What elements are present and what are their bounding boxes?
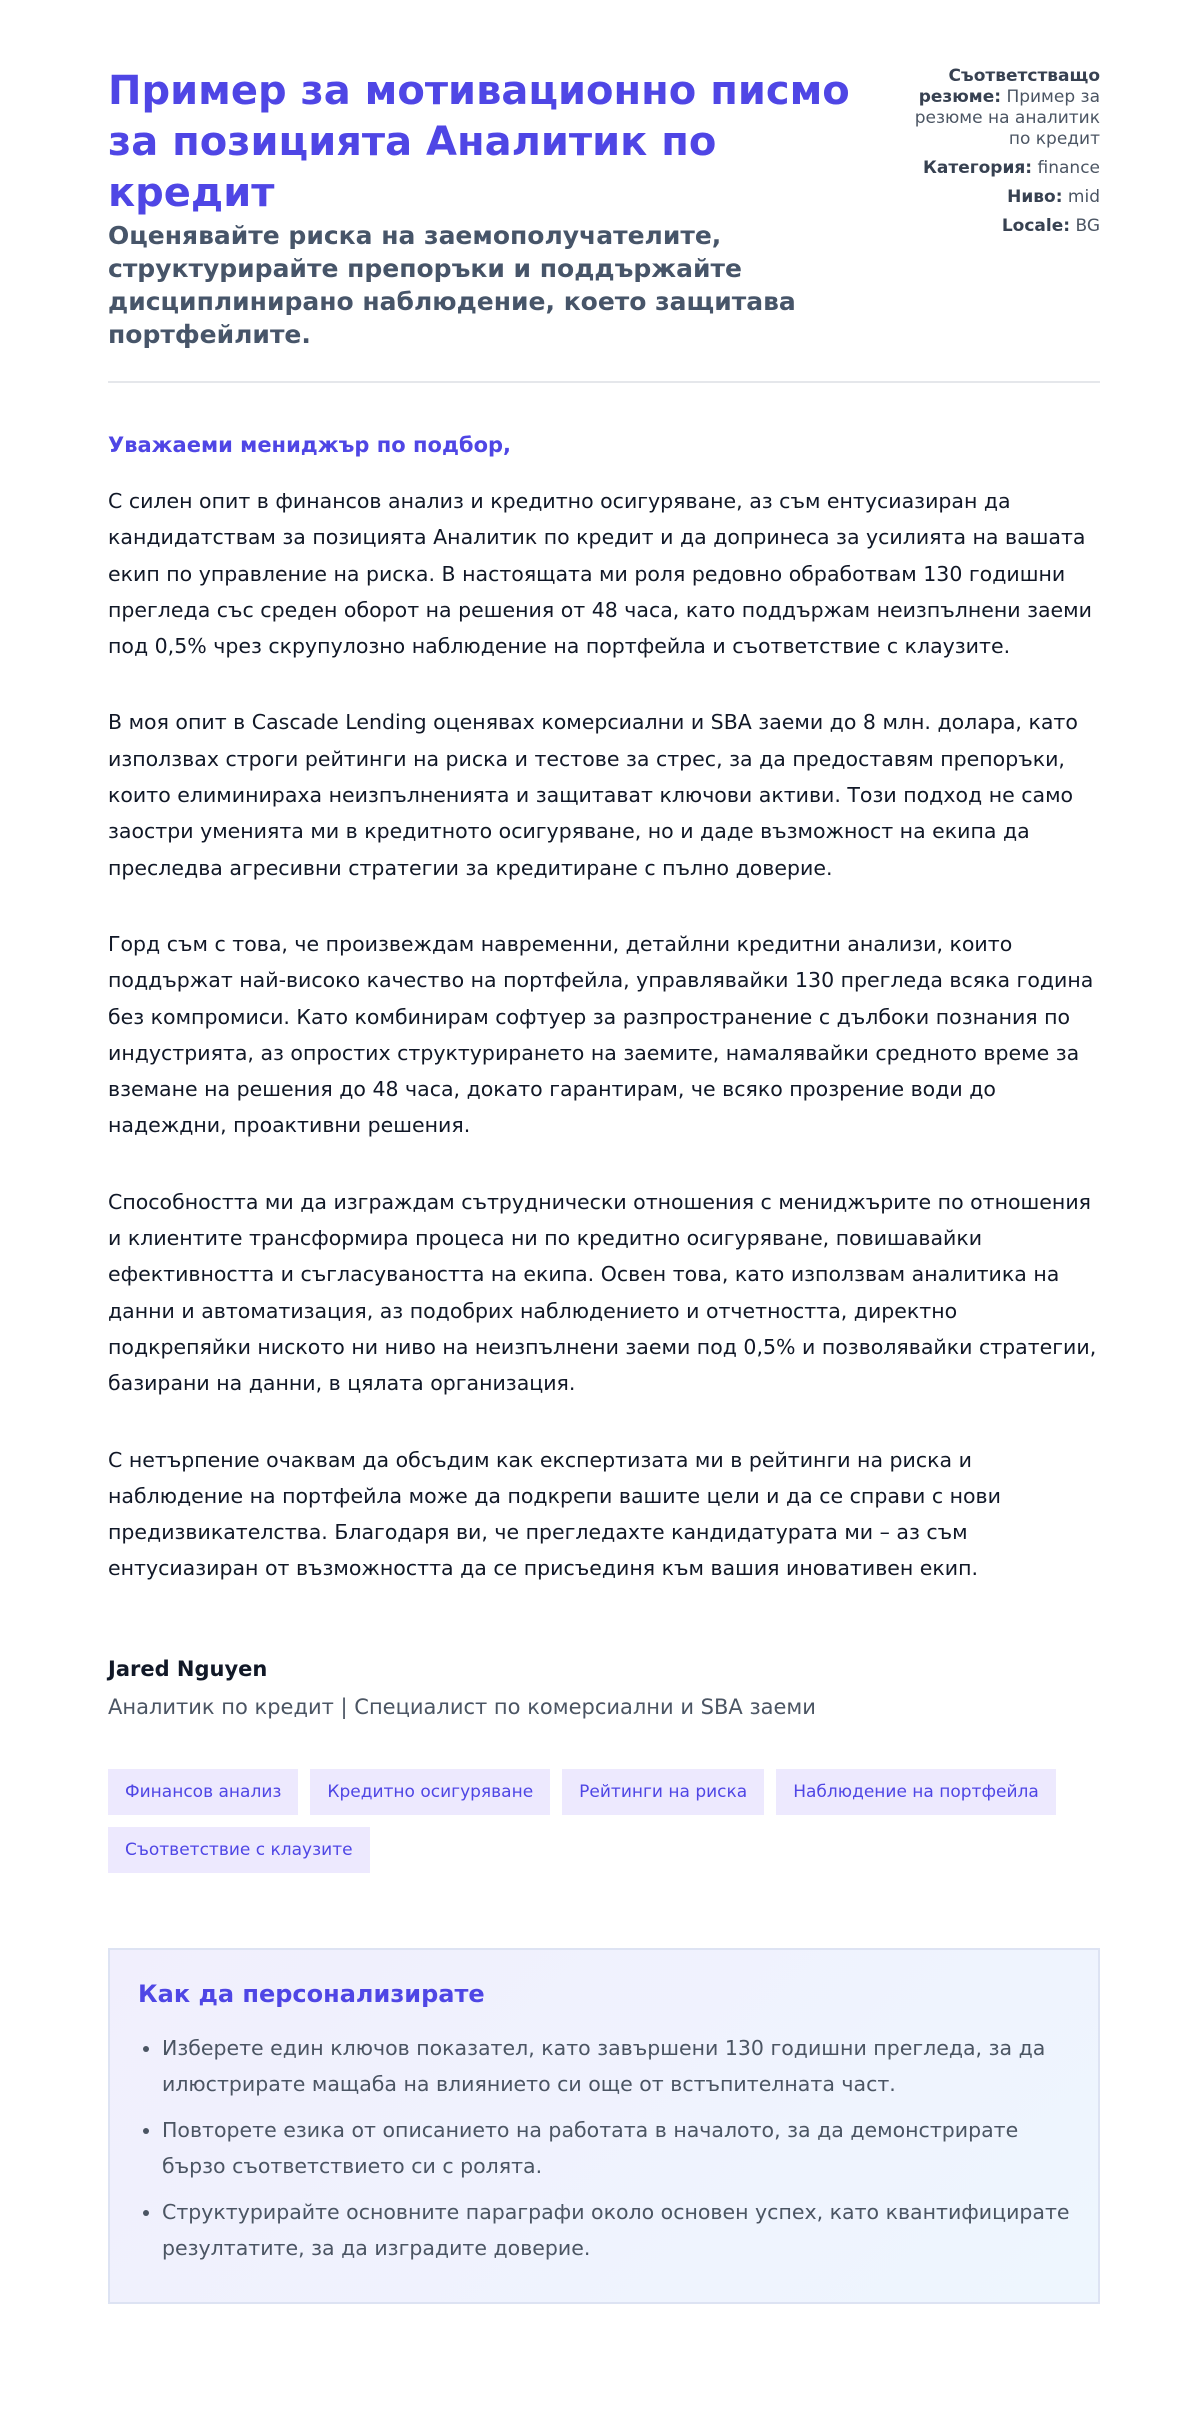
- tips-list: [138, 2030, 1070, 2266]
- meta-category: Категория: finance: [923, 158, 1100, 178]
- skill-tag: Съответствие с клаузите: [108, 1827, 370, 1873]
- signature-name: Jared Nguyen: [108, 1656, 268, 1681]
- signature-title: Аналитик по кредит | Специалист по комерсиални и SBA заеми: [108, 1694, 816, 1719]
- customization-tips: [108, 1948, 1100, 2304]
- tip-item: • Повторете езика от описанието на работата в началото, за да демонстрирате бързо съответствието си с ролята.: [162, 2112, 1070, 2184]
- tip-item: • Изберете един ключов показател, като завършени 130 годишни прегледа, за да илюстрирате мащаба на влиянието си още от встъпителната част.: [162, 2030, 1070, 2102]
- letter-paragraph: В моя опит в Cascade Lending оценявах комерсиални и SBA заеми до 8 млн. долара, като използвах строги рейтинги на риска и тестове за стрес, за да предоставям препоръки, които елиминираха неизпълненията и защитават ключови активи. Този подход не само заостри уменията ми в кредитното осигуряване, но и даде възможност на екипа да преследва агресивни стратегии за кредитиране с пълно доверие.: [108, 710, 1078, 880]
- tips-title: Как да персонализирате: [138, 1979, 485, 2008]
- skill-tag: Наблюдение на портфейла: [776, 1769, 1056, 1815]
- cover-letter-page: [108, 66, 1100, 2304]
- resume-link[interactable]: Пример за резюме на аналитик по кредит: [914, 87, 1100, 149]
- page-title: Пример за мотивационно писмо за позицията Аналитик по кредит: [108, 68, 850, 216]
- letter-paragraph: С силен опит в финансов анализ и кредитно осигуряване, аз съм ентусиазиран да кандидатствам за позицията Аналитик по кредит и да допринеса за усилията на вашата екип по управление на риска. В настоящата ми роля редовно обработвам 130 годишни прегледа със среден оборот на решения от 48 часа, като поддържам неизпълнени заеми под 0,5% чрез скрупулозно наблюдение на портфейла и съответствие с клаузите.: [108, 489, 1092, 659]
- meta-level: Ниво: mid: [1007, 187, 1100, 207]
- skill-tag: Рейтинги на риска: [562, 1769, 764, 1815]
- meta-panel: [900, 66, 1100, 351]
- skill-tag: Кредитно осигуряване: [310, 1769, 550, 1815]
- meta-locale: Locale: BG: [1001, 216, 1100, 236]
- tip-item: • Структурирайте основните параграфи около основен успех, като квантифицирате резултатите, за да изградите доверие.: [162, 2194, 1070, 2266]
- title-block: [108, 66, 868, 351]
- meta-resume: Съответстващо резюме: Пример за резюме на аналитик по кредит: [914, 66, 1100, 149]
- skill-tags: [108, 1769, 1100, 1873]
- letter-paragraph: С нетърпение очаквам да обсъдим как експертизата ми в рейтинги на риска и наблюдение на портфейла може да подкрепи вашите цели и да се справи с нови предизвикателства. Благодаря ви, че прегледахте кандидатурата ми – аз съм ентусиазиран от възможността да се присъединя към вашия иновативен екип.: [108, 1447, 1001, 1581]
- skill-tag: Финансов анализ: [108, 1769, 298, 1815]
- page-subtitle: Оценявайте риска на заемополучателите, структурирайте препоръки и поддържайте дисциплинирано наблюдение, което защитава портфейлите.: [108, 221, 796, 349]
- letter-paragraph: Способността ми да изграждам сътруднически отношения с мениджърите по отношения и клиентите трансформира процеса ни по кредитно осигуряване, повишавайки ефективността и съгласуваността на екипа. Освен това, като използвам аналитика на данни и автоматизация, аз подобрих наблюдението и отчетността, директно подкрепяйки ниското ни ниво на неизпълнени заеми под 0,5% и позволявайки стратегии, базирани на данни, в цялата организация.: [108, 1189, 1097, 1396]
- page-header: [108, 66, 1100, 351]
- greeting: Уважаеми мениджър по подбор,: [108, 433, 512, 457]
- divider: [108, 381, 1100, 383]
- letter-paragraph: Горд съм с това, че произвеждам навременни, детайлни кредитни анализи, които поддържат най-високо качество на портфейла, управлявайки 130 прегледа всяка година без компромиси. Като комбинирам софтуер за разпространение с дълбоки познания по индустрията, аз опростих структурирането на заемите, намалявайки средното време за вземане на решения до 48 часа, докато гарантирам, че всяко прозрение води до надеждни, проактивни решения.: [108, 931, 1094, 1138]
